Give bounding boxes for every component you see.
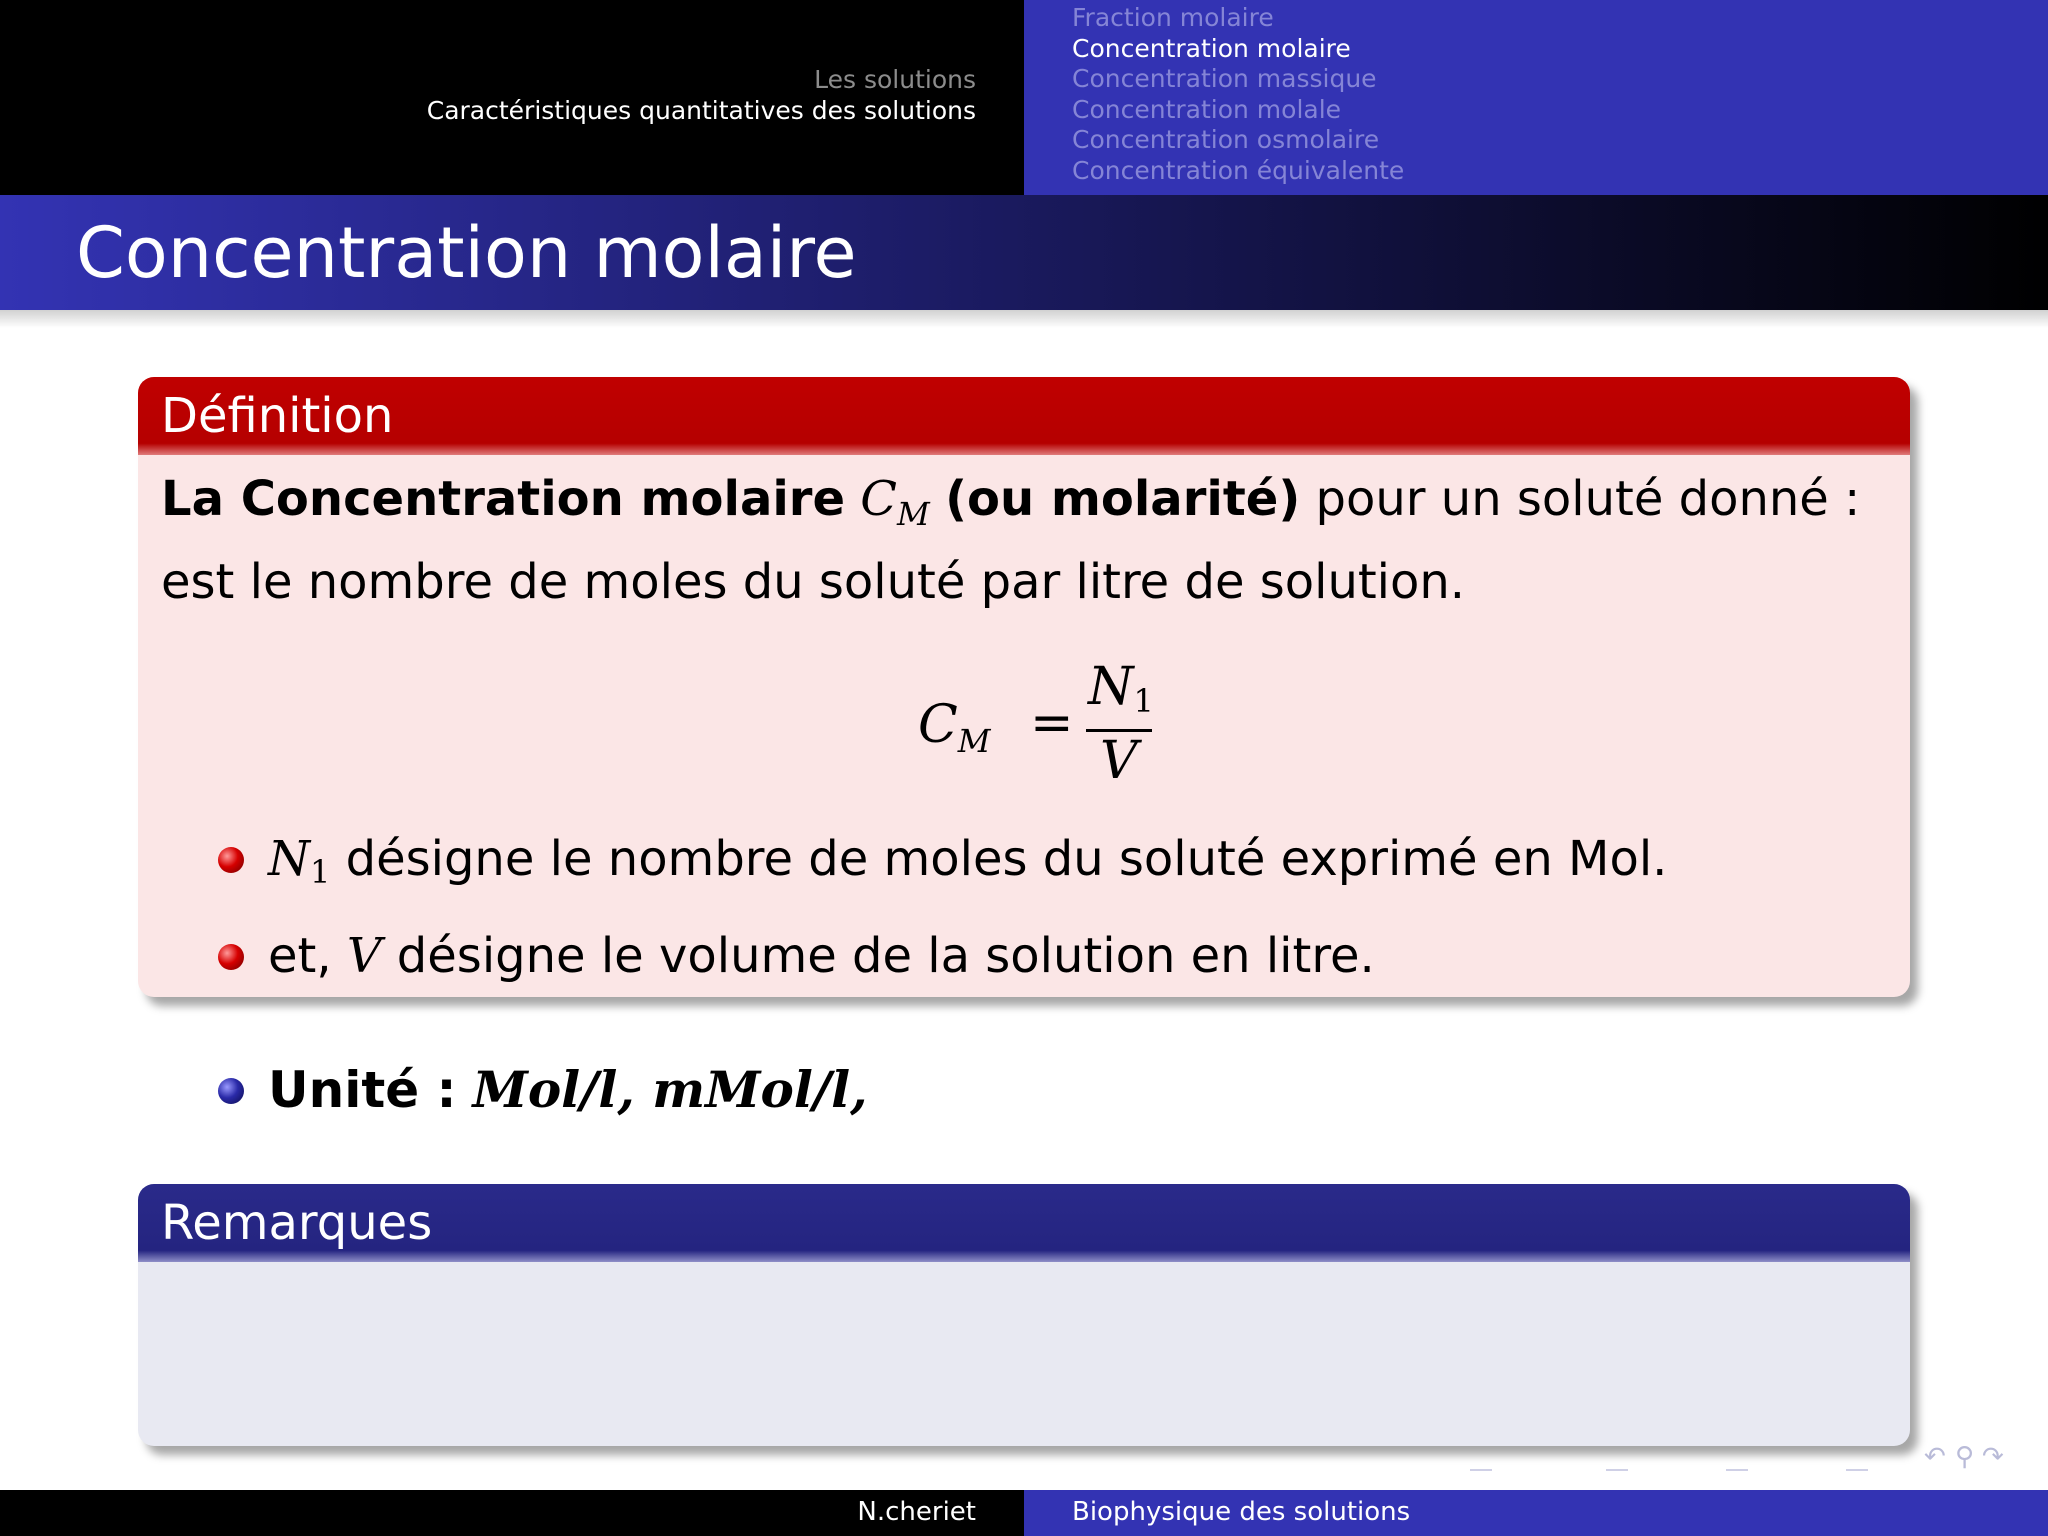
formula-equals: = [1030,693,1074,753]
frame-title: Concentration molaire [76,212,857,294]
list-item [218,914,1667,997]
nav-item-concentration-equivalente[interactable]: Concentration équivalente [1072,155,1405,185]
bullet-symbol-n1: N1 [268,831,331,891]
unit-values: Mol/l, mMol/l, [472,1060,868,1119]
header-section-panel [0,0,1024,195]
section-titles [427,64,976,126]
definition-line1-rest: pour un soluté donné : [1300,471,1861,527]
nav-item-fraction-molaire[interactable]: Fraction molaire [1072,3,1274,32]
forward-icon[interactable]: ↷ [1982,1442,2004,1472]
formula-denominator: V [1100,731,1138,791]
definition-bullet-list [218,817,1667,997]
footer-author-panel [0,1490,1024,1536]
section-link[interactable]: Les solutions [814,65,976,94]
blue-ball-bullet-icon [218,1078,244,1104]
list-item [218,817,1667,914]
nav-subsection-icon[interactable] [1606,1469,1628,1471]
bullet-text: désigne le volume de la solution en litre. [381,928,1375,984]
nav-item-concentration-molaire[interactable]: Concentration molaire [1072,33,1351,63]
bullet-prefix: et, [268,928,347,984]
definition-block [138,377,1910,997]
concentration-symbol: $C_M$ [860,471,930,533]
frame-title-bar [0,195,2048,310]
red-ball-bullet-icon [218,944,244,970]
formula-lhs: $C_M$ [918,695,991,760]
footer-author: N.cheriet [857,1497,976,1527]
bullet-symbol-v: V [346,928,382,984]
red-ball-bullet-icon [218,847,244,873]
remarks-block-title: Remarques [138,1184,1910,1262]
definition-bold-paren: (ou molarité) [945,471,1301,527]
nav-section-icon[interactable] [1726,1469,1748,1471]
definition-text [161,465,1890,616]
title-shadow [0,310,2048,328]
nav-item-concentration-molale[interactable]: Concentration molale [1072,94,1342,124]
nav-item-concentration-osmolaire[interactable]: Concentration osmolaire [1072,125,1380,155]
nav-item-concentration-massique[interactable]: Concentration massique [1072,64,1377,94]
beamer-navigation-symbols [1470,1442,2040,1472]
nav-frame-icon[interactable] [1470,1469,1492,1471]
footer-title-panel [1024,1490,2048,1536]
formula-numerator: N1 [1088,657,1154,720]
remarks-block [138,1184,1910,1446]
definition-body [138,465,1910,616]
definition-bold-lead: La Concentration molaire [161,471,846,527]
bullet-text: désigne le nombre de moles du soluté exprimé en Mol. [330,831,1668,887]
back-icon[interactable]: ↶ [1924,1442,1946,1472]
header-subsection-nav-panel [1024,0,2048,195]
definition-line2: est le nombre de moles du soluté par litre de solution. [161,554,1466,610]
subsection-link[interactable]: Caractéristiques quantitatives des solutions [426,96,976,125]
molarity-formula [918,657,1218,791]
nav-document-icon[interactable] [1846,1469,1868,1471]
subsection-nav [1072,3,1404,187]
unit-label: Unité : [268,1061,457,1119]
definition-block-title: Définition [138,377,1910,455]
unit-line [218,1048,868,1132]
footer-title: Biophysique des solutions [1072,1497,1411,1527]
zoom-search-icon[interactable]: ⚲ [1955,1442,1975,1472]
